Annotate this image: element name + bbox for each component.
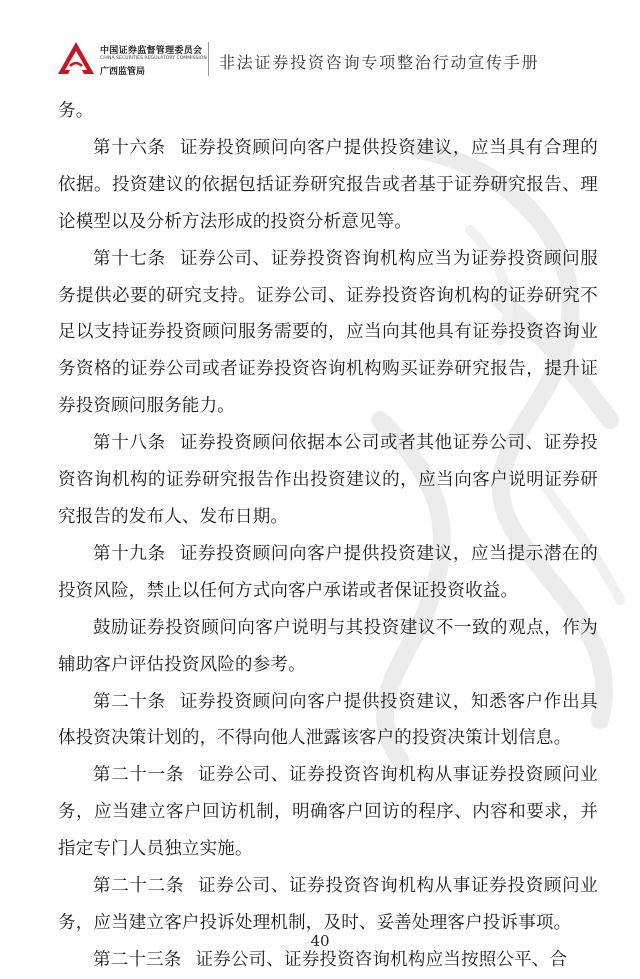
article-number: 第二十条 — [93, 691, 166, 712]
paragraph — [58, 93, 598, 130]
paragraph — [58, 241, 598, 426]
paragraph — [58, 130, 598, 241]
article-body — [58, 93, 598, 979]
paragraph-text: 证券投资顾问向客户提供投资建议，应当具有合理的依据。投资建议的依据包括证券研究报告或者基于证券研究报告、理论模型以及分析方法形成的投资分析意见等。 — [58, 137, 598, 232]
header-divider — [208, 42, 209, 76]
article-number: 第二十三条 — [93, 949, 182, 970]
article-number: 第二十二条 — [93, 876, 185, 897]
org-name-cn: 中国证券监督管理委员会 — [100, 46, 203, 56]
paragraph — [58, 610, 598, 684]
paragraph-text: 证券投资顾问向客户提供投资建议，知悉客户作出具体投资决策计划的，不得向他人泄露该客户的投资决策计划信息。 — [58, 691, 598, 749]
paragraph-text: 鼓励证券投资顾问向客户说明与其投资建议不一致的观点，作为辅助客户评估投资风险的参考。 — [58, 617, 598, 675]
article-number: 第十六条 — [93, 137, 166, 158]
paragraph-text: 证券投资顾问依据本公司或者其他证券公司、证券投资咨询机构的证券研究报告作出投资建议的，应当向客户说明证券研究报告的发布人、发布日期。 — [58, 433, 598, 527]
org-name-en: CHINA SECURITIES REGULATORY COMMISSION — [100, 56, 207, 61]
paragraph — [58, 425, 598, 536]
csrc-logo-icon — [56, 40, 96, 76]
page-header — [0, 0, 640, 86]
org-branch: 广西监管局 — [100, 67, 146, 77]
paragraph-text: 证券公司、证券投资咨询机构应当按照公平、合 — [195, 949, 568, 970]
booklet-title: 非法证券投资咨询专项整治行动宣传手册 — [219, 53, 540, 72]
paragraph-text: 证券公司、证券投资咨询机构应当为证券投资顾问服务提供必要的研究支持。证券公司、证券投资咨询机构的证券研究不足以支持证券投资顾问服务需要的，应当向其他具有证券投资咨询业务资格的证券公司或者证券投资咨询机构购买证券研究报告，提升证券投资顾问服务能力。 — [58, 248, 598, 417]
article-number: 第十七条 — [93, 248, 166, 269]
paragraph — [58, 757, 598, 868]
page-number: 40 — [310, 932, 330, 950]
paragraph-text: 证券投资顾问向客户提供投资建议，应当提示潜在的投资风险，禁止以任何方式向客户承诺或者保证投资收益。 — [58, 543, 598, 601]
paragraph — [58, 868, 598, 942]
paragraph — [58, 684, 598, 758]
paragraph-text: 务。 — [58, 101, 94, 121]
paragraph-text: 证券公司、证券投资咨询机构从事证券投资顾问业务，应当建立客户投诉处理机制，及时、妥善处理客户投诉事项。 — [58, 876, 599, 933]
paragraph-text: 证券公司、证券投资咨询机构从事证券投资顾问业务，应当建立客户回访机制，明确客户回访的程序、内容和要求，并指定专门人员独立实施。 — [58, 765, 599, 860]
article-number: 第二十一条 — [93, 765, 185, 786]
article-number: 第十九条 — [93, 543, 166, 564]
paragraph — [58, 536, 598, 610]
article-number: 第十八条 — [93, 433, 166, 454]
